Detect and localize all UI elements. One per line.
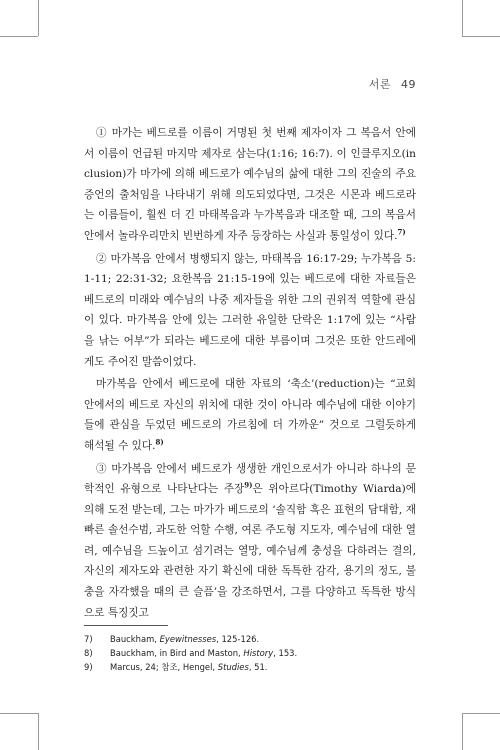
footnote-mark: 8): [155, 437, 164, 447]
footnote-author: Marcus, 24; 참조, Hengel,: [110, 662, 218, 672]
footnote-pages: , 153.: [273, 648, 298, 658]
running-header: [369, 76, 416, 92]
paragraph-text: 마가복음 안에서 베드로에 대한 자료의 ‘축소’(reduction)는 “교회 안에서의 베드로 자신의 위치에 대한 것이 아니라 예수님에 대한 이야기들에 관심을 두었던 베드로의 가르침에 더 가까운” 것으로 그럴듯하게 해석될 수 있다.: [84, 378, 416, 452]
paragraph: [84, 249, 416, 373]
footnote-author: Bauckham,: [110, 634, 160, 644]
body-text: [84, 123, 416, 625]
crop-mark-bottom-right-h: [462, 713, 500, 714]
footnote-divider: [84, 625, 168, 626]
footnote-number: 8): [84, 648, 93, 658]
footnote-number: 9): [84, 662, 93, 672]
crop-mark-top-right-h: [462, 36, 500, 37]
paragraph-text: ② 마가복음 안에서 병행되지 않는, 마태복음 16:17-29; 누가복음 5:1-11; 22:31-32; 요한복음 21:15-19에 있는 베드로에 대한 자료들은 베드로의 미래와 예수님의 나중 제자들을 위한 그의 권위적 역할에 관심이 있다. 마가복음 안에 있는 그러한 유일한 단락은 1:17에 있는 “사람을 낚는 어부”가 되라는 베드로에 대한 부름이며 그것은 또한 안드레에게도 주어진 말씀이었다.: [84, 252, 416, 368]
crop-mark-top-left-h: [0, 36, 38, 37]
footnote-mark: 7): [397, 227, 406, 237]
footnote-author: Bauckham, in Bird and Maston,: [110, 648, 244, 658]
paragraph-text: ③ 마가복음 안에서 베드로가 생생한 개인으로서가 아니라 하나의 문학적인 유형으로 나타난다는 주장: [84, 462, 416, 496]
paragraph: [84, 459, 416, 624]
footnote-mark: 9): [244, 480, 253, 490]
footnote-title: Eyewitnesses: [159, 634, 217, 644]
footnote: [84, 646, 416, 660]
footnote-text: [110, 632, 259, 646]
paragraph-text: 은 위아르다(Timothy Wiarda)에 의해 도전 받는데, 그는 마가가 베드로의 ‘솔직함 혹은 표현의 담대함, 재빠른 솔선수범, 과도한 억할 수행, 여론 주도형 지도자, 예수님에 대한 열려, 예수님을 드높이고 섬기려는 열망, 예수님께 충성을 다하려는 결의, 자신의 제자도와 관련한 자기 확신에 대한 독특한 감각, 용기의 정도, 불충을 자각했을 때의 큰 슬픔’을 강조하면서, 그를 다양하고 독특한 방식으로 특징짓고: [84, 483, 416, 619]
footnote-title: Studies: [217, 662, 249, 672]
crop-mark-bottom-right-v: [462, 713, 463, 750]
paragraph: [84, 123, 416, 247]
crop-mark-top-right-v: [462, 0, 463, 36]
footnote-pages: , 125-126.: [216, 634, 260, 644]
footnote: [84, 660, 416, 674]
crop-mark-bottom-left-h: [0, 713, 38, 714]
paragraph: [84, 374, 416, 456]
footnote-text: [110, 660, 267, 674]
page-number: 49: [401, 78, 416, 91]
footnote-title: History: [243, 648, 274, 658]
footnote-text: [110, 646, 297, 660]
section-title: 서론: [368, 78, 391, 91]
footnotes: [84, 632, 416, 674]
crop-mark-bottom-left-v: [38, 713, 39, 750]
footnote-number: 7): [84, 634, 93, 644]
crop-mark-top-left-v: [38, 0, 39, 36]
paragraph-text: ① 마가는 베드로를 이름이 거명된 첫 번째 제자이자 그 복음서 안에서 이름이 언급된 마지막 제자로 삼는다(1:16; 16:7). 이 인클루지오(inclusion)가 마가에 의해 베드로가 예수님의 삶에 대한 그의 진술의 주요 증언의 출처임을 나타내기 위해 의도되었다면, 그것은 시몬과 베드로라는 이름들이, 훨씬 더 긴 마태복음과 누가복음과 대조할 때, 그의 복음서 안에서 놀라우리만치 빈번하게 자주 등장하는 사실과 통일성이 있다.: [84, 127, 416, 242]
footnote: [84, 632, 416, 646]
footnote-pages: , 51.: [248, 662, 268, 672]
